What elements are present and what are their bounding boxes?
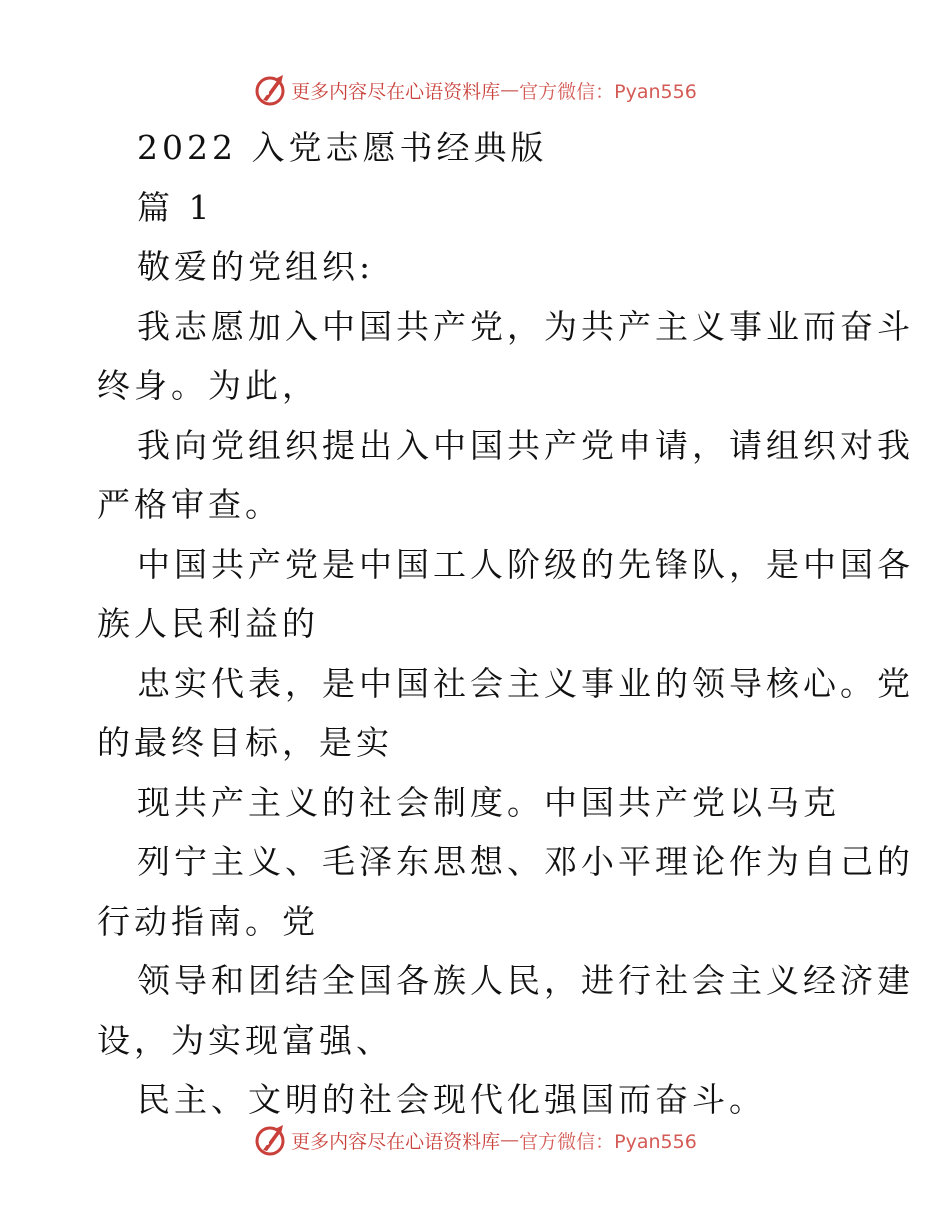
quill-logo-icon xyxy=(253,1123,287,1157)
text-line: 民主、文明的社会现代化强国而奋斗。 xyxy=(137,1080,766,1119)
watermark-account: 官方微信：Pyan556 xyxy=(519,80,697,103)
text-line: 我向党组织提出入中国共产党申请，请组织对我 xyxy=(137,425,914,465)
text-line: 敬爱的党组织: xyxy=(137,247,375,286)
watermark-text: 更多内容尽在心语资料库 xyxy=(291,80,501,103)
text-line: 行动指南。党 xyxy=(97,901,319,941)
watermark-dash: — xyxy=(500,1129,520,1151)
header-watermark xyxy=(0,70,950,110)
footer-watermark xyxy=(0,1120,950,1160)
quill-logo-icon xyxy=(253,73,287,107)
text-line: 族人民利益的 xyxy=(97,604,319,643)
text-line: 的最终目标，是实 xyxy=(97,723,393,762)
text-line: 终身。为此， xyxy=(97,366,319,405)
document-body xyxy=(97,118,914,1130)
watermark-dash: — xyxy=(500,79,520,101)
text-line: 篇 1 xyxy=(137,187,214,227)
text-line: 列宁主义、毛泽东思想、邓小平理论作为自己的 xyxy=(137,842,914,881)
document-title: 2022 入党志愿书经典版 xyxy=(137,128,548,167)
text-line: 我志愿加入中国共产党，为共产主义事业而奋斗 xyxy=(137,306,914,346)
text-line: 设，为实现富强、 xyxy=(97,1020,393,1060)
watermark-account: 官方微信：Pyan556 xyxy=(519,1130,697,1153)
text-line: 严格审查。 xyxy=(97,485,282,524)
text-line: 中国共产党是中国工人阶级的先锋队，是中国各 xyxy=(137,544,914,584)
text-line: 忠实代表，是中国社会主义事业的领导核心。党 xyxy=(137,663,914,703)
text-line: 现共产主义的社会制度。中国共产党以马克 xyxy=(137,782,840,822)
watermark-text: 更多内容尽在心语资料库 xyxy=(291,1130,501,1153)
text-line: 领导和团结全国各族人民，进行社会主义经济建 xyxy=(137,961,914,1000)
